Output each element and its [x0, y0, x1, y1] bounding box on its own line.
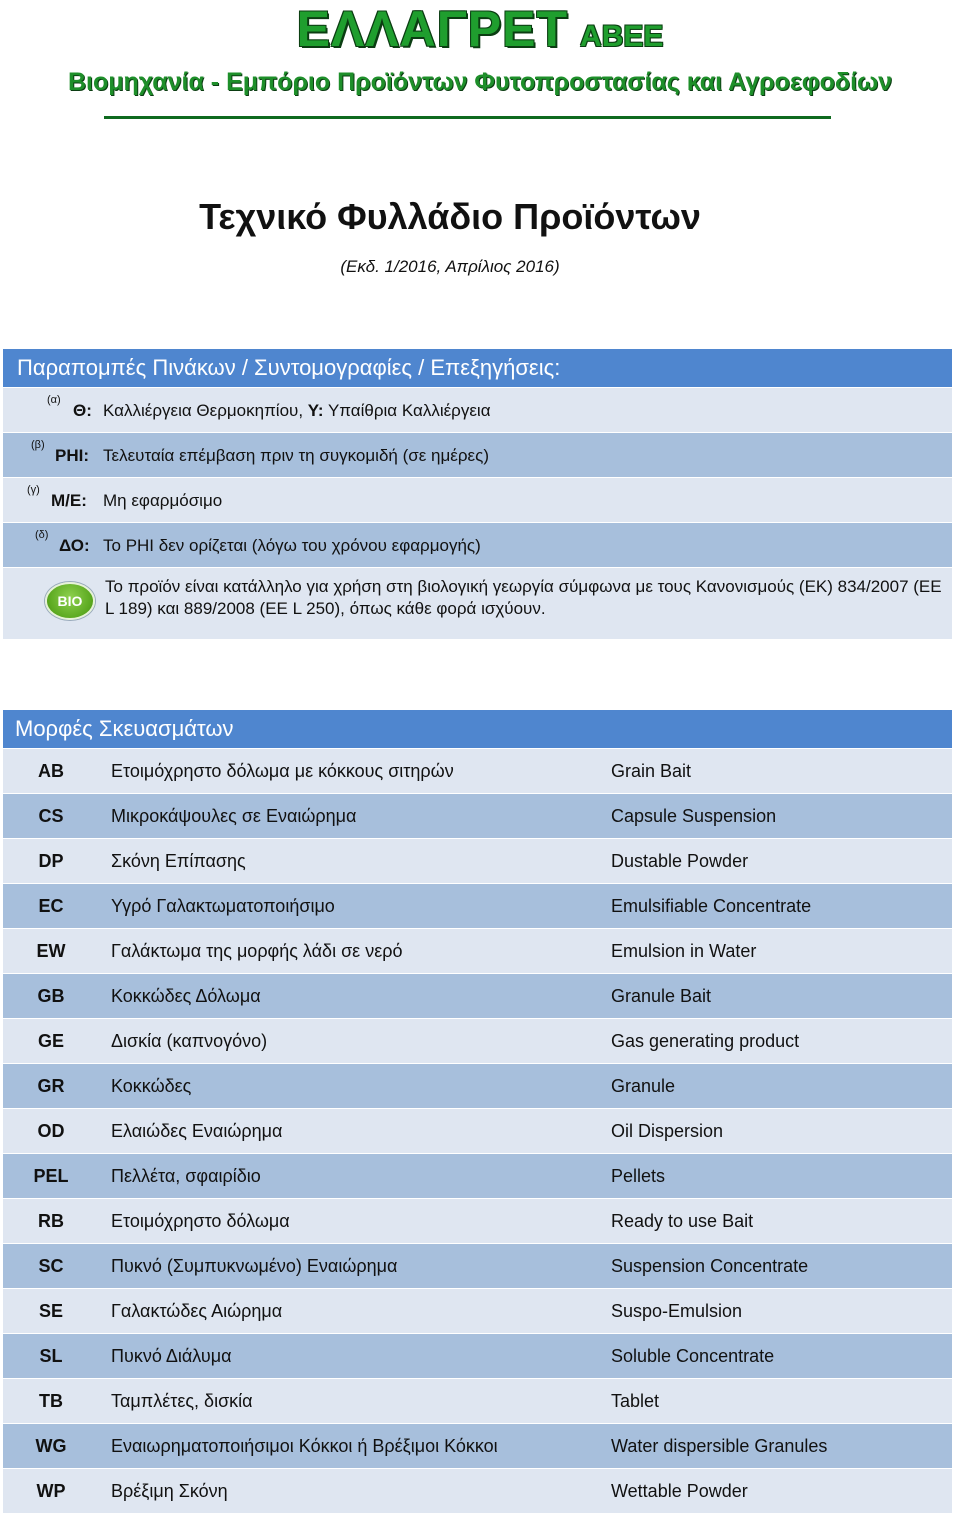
- table-row: [3, 1423, 952, 1468]
- reference-text: [103, 401, 491, 421]
- reference-key-secondary: Υ:: [307, 401, 324, 420]
- organic-farming-text: Το προϊόν είναι κατάλληλο για χρήση στη βιολογική γεωργία σύμφωνα με τους Κανονισμούς (ΕΚ) 834/2007 (EE L 189) και 889/2008 (EE L 250), όπως κάθε φορά ισχύουν.: [105, 577, 942, 618]
- reference-key: PHI:: [55, 446, 89, 465]
- company-tagline: Βιομηχανία - Εμπόριο Προϊόντων Φυτοπροστασίας και Αγροεφοδίων: [67, 68, 893, 96]
- formulation-code: RB: [38, 1211, 64, 1231]
- reference-row: [3, 522, 952, 567]
- table-row: [3, 1378, 952, 1423]
- formulation-greek-name: Κοκκώδες: [111, 1076, 192, 1096]
- formulation-greek-name: Κοκκώδες Δόλωμα: [111, 986, 261, 1006]
- formulation-code: PEL: [33, 1166, 69, 1186]
- formulation-code: OD: [37, 1121, 65, 1141]
- formulation-greek-name: Ελαιώδες Εναιώρημα: [111, 1121, 283, 1141]
- brand-name: ΕΛΛΑΓΡΕΤ: [296, 1, 569, 57]
- header-divider: [104, 116, 831, 119]
- formulation-english-name: Wettable Powder: [611, 1481, 748, 1501]
- formulation-code: SE: [38, 1301, 63, 1321]
- table-row: [3, 1288, 952, 1333]
- formulation-greek-name: Ταμπλέτες, δισκία: [111, 1391, 253, 1411]
- formulation-english-name: Dustable Powder: [611, 851, 749, 871]
- formulation-code: DP: [38, 851, 64, 871]
- formulation-code: AB: [38, 761, 64, 781]
- table-row: [3, 973, 952, 1018]
- formulation-greek-name: Σκόνη Επίπασης: [111, 851, 246, 871]
- formulation-code: EW: [36, 941, 66, 961]
- formulation-english-name: Oil Dispersion: [611, 1121, 724, 1141]
- formulation-english-name: Water dispersible Granules: [611, 1436, 828, 1456]
- formulation-code: TB: [39, 1391, 63, 1411]
- formulation-greek-name: Υγρό Γαλακτωματοποιήσιμο: [111, 896, 335, 916]
- formulation-english-name: Gas generating product: [611, 1031, 800, 1051]
- table-row: [3, 928, 952, 973]
- reference-text: Το PHI δεν ορίζεται (λόγω του χρόνου εφαρμογής): [103, 536, 481, 555]
- table-row: [3, 838, 952, 883]
- formulation-english-name: Pellets: [611, 1166, 666, 1186]
- formulation-english-name: Tablet: [611, 1391, 660, 1411]
- formulation-code: SL: [39, 1346, 63, 1366]
- reference-row: [3, 432, 952, 477]
- reference-key: ΔΟ:: [59, 536, 90, 555]
- bio-badge-icon: BIO: [45, 582, 95, 620]
- formulation-greek-name: Ετοιμόχρηστο δόλωμα: [111, 1211, 290, 1231]
- formulation-code: EC: [38, 896, 64, 916]
- formulation-greek-name: Πυκνό (Συμπυκνωμένο) Εναιώρημα: [111, 1256, 398, 1276]
- reference-key: Θ:: [73, 401, 92, 420]
- formulation-code: WP: [36, 1481, 66, 1501]
- reference-marker: (β): [31, 439, 45, 451]
- reference-text: Τελευταία επέμβαση πριν τη συγκομιδή (σε ημέρες): [103, 446, 489, 465]
- reference-key: Μ/Ε:: [51, 491, 87, 510]
- table-row: [3, 1243, 952, 1288]
- table-row: [3, 748, 952, 793]
- document-title: Τεχνικό Φυλλάδιο Προϊόντων: [199, 196, 701, 237]
- formulation-greek-name: Βρέξιμη Σκόνη: [111, 1481, 228, 1501]
- formulation-greek-name: Πυκνό Διάλυμα: [111, 1346, 232, 1366]
- formulations-heading: Μορφές Σκευασμάτων: [3, 710, 952, 748]
- formulation-english-name: Emulsion in Water: [611, 941, 757, 961]
- formulation-english-name: Suspension Concentrate: [611, 1256, 809, 1276]
- table-row: [3, 1468, 952, 1513]
- formulation-code: CS: [38, 806, 64, 826]
- table-row: [3, 1018, 952, 1063]
- reference-marker: (δ): [35, 529, 49, 541]
- formulation-greek-name: Μικροκάψουλες σε Εναιώρημα: [111, 806, 357, 826]
- reference-text-part: Υπαίθρια Καλλιέργεια: [327, 401, 491, 420]
- table-row: [3, 1333, 952, 1378]
- table-row: [3, 1153, 952, 1198]
- reference-text: Μη εφαρμόσιμο: [103, 491, 223, 510]
- table-row: [3, 883, 952, 928]
- formulation-english-name: Granule: [611, 1076, 676, 1096]
- formulation-english-name: Emulsifiable Concentrate: [611, 896, 812, 916]
- company-logo: [0, 0, 960, 58]
- references-section: [3, 349, 952, 639]
- formulation-code: GB: [37, 986, 65, 1006]
- formulations-table: [3, 748, 952, 1513]
- references-heading: Παραπομπές Πινάκων / Συντομογραφίες / Επεξηγήσεις:: [3, 349, 952, 387]
- formulation-code: WG: [35, 1436, 67, 1456]
- formulation-greek-name: Εναιωρηματοποιήσιμοι Κόκκοι ή Βρέξιμοι Κόκκοι: [111, 1436, 498, 1456]
- formulation-greek-name: Γαλάκτωμα της μορφής λάδι σε νερό: [111, 941, 403, 961]
- formulation-code: GE: [37, 1031, 64, 1051]
- formulation-english-name: Ready to use Bait: [611, 1211, 754, 1231]
- formulation-greek-name: Γαλακτώδες Αιώρημα: [111, 1301, 283, 1321]
- reference-row: [3, 387, 952, 432]
- formulation-greek-name: Πελλέτα, σφαιρίδιο: [111, 1166, 261, 1186]
- formulation-english-name: Grain Bait: [611, 761, 692, 781]
- formulation-english-name: Capsule Suspension: [611, 806, 777, 826]
- table-row: [3, 1198, 952, 1243]
- brand-suffix: ΑΒΕΕ: [580, 20, 664, 53]
- formulation-greek-name: Ετοιμόχρηστο δόλωμα με κόκκους σιτηρών: [111, 761, 454, 781]
- reference-row: [3, 477, 952, 522]
- table-row: [3, 793, 952, 838]
- formulation-english-name: Suspo-Emulsion: [611, 1301, 743, 1321]
- formulation-english-name: Soluble Concentrate: [611, 1346, 775, 1366]
- formulation-english-name: Granule Bait: [611, 986, 712, 1006]
- document-edition: (Εκδ. 1/2016, Απρίλιος 2016): [340, 257, 560, 276]
- organic-farming-row: [3, 567, 952, 639]
- formulation-greek-name: Δισκία (καπνογόνο): [111, 1031, 268, 1051]
- table-row: [3, 1063, 952, 1108]
- reference-marker: (α): [47, 394, 61, 406]
- reference-marker: (γ): [27, 484, 40, 496]
- reference-text-part: Καλλιέργεια Θερμοκηπίου,: [103, 401, 304, 420]
- formulation-code: GR: [37, 1076, 65, 1096]
- table-row: [3, 1108, 952, 1153]
- formulation-code: SC: [38, 1256, 64, 1276]
- formulations-section: [3, 710, 952, 1513]
